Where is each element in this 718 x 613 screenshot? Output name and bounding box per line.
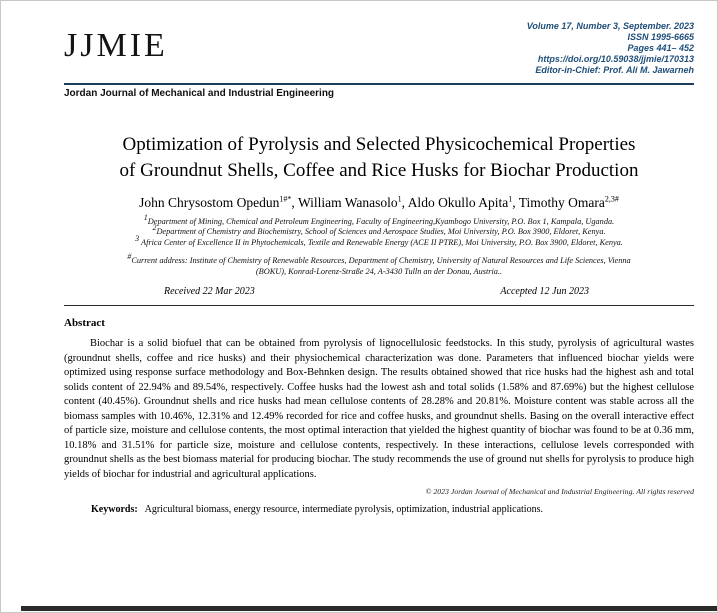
current-address-superscript: # [127, 252, 132, 262]
affiliation-superscript: 3 [135, 234, 140, 244]
keywords-line [64, 504, 694, 516]
keywords-label: Keywords: [91, 504, 138, 516]
author-list: John Chrysostom Opedun$^{1\#*}$, William Wanasolo$^1$, Aldo Okullo Apita$^1$, Timothy Omara$^{2,3\#}$ [139, 194, 619, 210]
received-date: Received 22 Mar 2023 [164, 286, 255, 298]
affiliation: $^3$ Africa Center of Excellence II in Phytochemicals, Textile and Renewable Energy (ACE II PTRE), Moi University, P.O. Box 3900, Eldoret, Kenya. [135, 234, 623, 247]
masthead-line-1: ISSN 1995-6665 [627, 32, 694, 42]
author: William Wanasolo$^1$ [297, 194, 402, 210]
keywords-text [140, 504, 543, 515]
masthead-line-0: Volume 17, Number 3, September. 2023 [526, 21, 694, 31]
author-superscript: 1 [508, 194, 513, 204]
masthead-line-2: Pages 441– 452 [627, 43, 694, 53]
article-title: Optimization of Pyrolysis and Selected Physicochemical Properties of Groundnut Shells, Coffee and Rice Husks for Biochar Production [119, 134, 639, 181]
abstract-heading: Abstract [64, 317, 105, 330]
author: John Chrysostom Opedun$^{1\#*}$ [139, 194, 292, 210]
journal-header [64, 21, 694, 76]
keywords-values: Agricultural biomass, energy resource, intermediate pyrolysis, optimization, industrial applications. [144, 504, 543, 516]
dates-row [64, 286, 694, 298]
section-divider [64, 305, 694, 306]
affiliation-superscript: 2 [152, 223, 157, 233]
current-address: #Current address: Institute of Chemistry of Renewable Resources, Department of Chemistry, University of Natural Resources and Life Sciences, Vienna (BOKU), Konrad-Lorenz-Straße 24, A-3430 Tulln an der Donau, Austria.. [127, 252, 631, 276]
affiliation: $^1$Department of Mining, Chemical and Petroleum Engineering, Faculty of Engineering,Kyambogo University, P.O. Box 1, Kampala, Uganda. [143, 213, 615, 226]
author: Aldo Okullo Apita$^1$ [407, 194, 513, 210]
masthead-line-4: Editor-in-Chief: Prof. Ali M. Jawarneh [535, 65, 694, 75]
page-content [1, 1, 717, 516]
author-superscript: 1#* [279, 194, 292, 204]
copyright-notice: © 2023 Jordan Journal of Mechanical and Industrial Engineering. All rights reserved [425, 487, 694, 497]
header-rule [64, 83, 694, 85]
author: Timothy Omara$^{2,3\#}$ [518, 194, 619, 210]
affiliation: $^2$Department of Chemistry and Biochemistry, School of Sciences and Aerospace Studies, Moi University, P.O. Box 3900, Eldoret, Kenya. [152, 223, 606, 237]
affiliation-superscript: 1 [143, 213, 148, 223]
doi-link[interactable]: https://doi.org/10.59038/jjmie/170313 [537, 54, 694, 64]
journal-logo: JJMIE [64, 27, 168, 64]
author-superscript: 2,3# [604, 194, 619, 204]
author-superscript: 1 [397, 194, 402, 204]
affiliations [109, 213, 649, 248]
journal-name: Jordan Journal of Mechanical and Industrial Engineering [64, 88, 335, 99]
abstract-text: Biochar is a solid biofuel that can be obtained from pyrolysis of lignocellulosic feedstocks. In this study, pyrolysis of agricultural wastes (groundnut shells, coffee and rice husks) and their physiochemical characterization was done. Parameters that influenced biochar yields were optimized using response surface methodology and Box-Behnken design. The results obtained showed that rice husks had the highest ash and total solids content of 22.94% and 89.54%, respectively. Coffee husks had the lowest ash and total solids (1.58% and 87.69%) but the highest cellulose content (40.45%). Groundnut shells and rice husks had mean cellulose contents of 28.28% and 20.81%. Moisture content was stable across all the biomass samples with 10.46%, 12.31% and 12.49% recorded for rice and coffee husks, and groundnut shells. Basing on the overall interactive effect of particle size, moisture and cellulose contents, the most optimal interaction that yielded the highest quantity of biochar was found to be at 0.36 mm, 10.18% and 31.51% for particle size, moisture and cellulose contents, respectively. In these interactions, cellulose levels corresponded with groundnut shells as the best biomass material for producing biochar. The study recommends the use of ground nut shells for pyrolysis to produce high yields of biochar for industrial and agricultural applications. [64, 338, 694, 480]
masthead [527, 21, 694, 76]
bottom-bar [21, 606, 717, 611]
accepted-date: Accepted 12 Jun 2023 [500, 286, 589, 298]
